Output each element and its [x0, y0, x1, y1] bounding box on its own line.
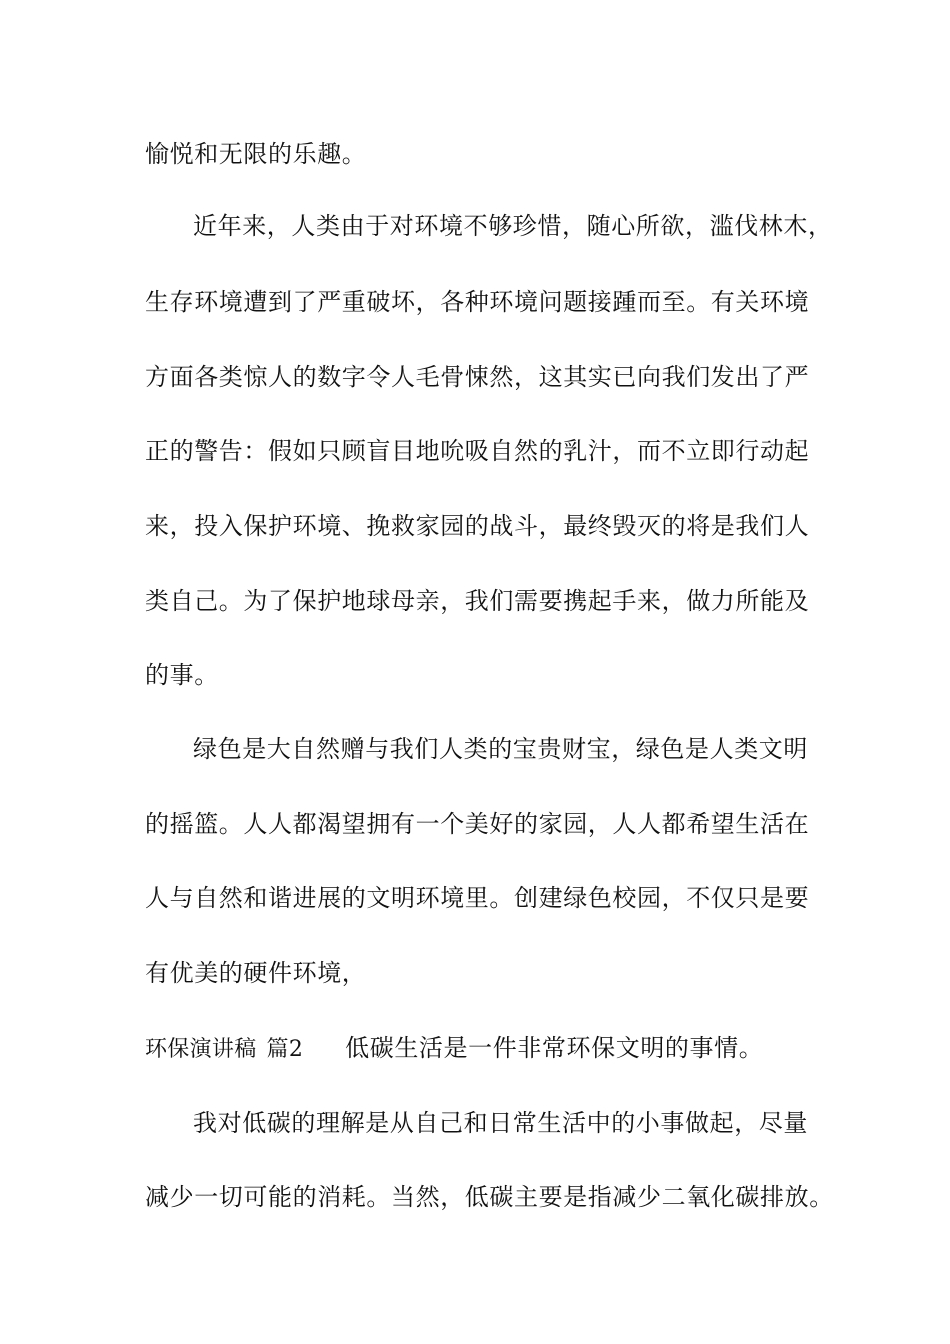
text-line: 愉悦和无限的乐趣。 — [145, 140, 367, 168]
text-line: 方面各类惊人的数字令人毛骨悚然，这其实已向我们发出了严 — [145, 363, 810, 391]
section-lead-text: 低碳生活是一件非常环保文明的事情。 — [345, 1034, 764, 1062]
text-line: 来，投入保护环境、挽救家园的战斗，最终毁灭的将是我们人 — [145, 512, 810, 540]
text-line: 减少一切可能的消耗。当然，低碳主要是指减少二氧化碳排放。 — [145, 1183, 834, 1211]
text-line: 绿色是大自然赠与我们人类的宝贵财宝，绿色是人类文明 — [193, 735, 808, 763]
section-part: 篇2 — [266, 1037, 304, 1062]
section-heading — [145, 1033, 845, 1065]
text-line: 正的警告：假如只顾盲目地吮吸自然的乳汁，而不立即行动起 — [145, 437, 810, 465]
text-line: 类自己。为了保护地球母亲，我们需要携起手来，做力所能及 — [145, 587, 810, 615]
text-line: 生存环境遭到了严重破坏，各种环境问题接踵而至。有关环境 — [145, 288, 810, 316]
text-line: 的摇篮。人人都渴望拥有一个美好的家园，人人都希望生活在 — [145, 810, 810, 838]
text-line: 有优美的硬件环境， — [145, 959, 367, 987]
text-line: 近年来，人类由于对环境不够珍惜，随心所欲，滥伐林木， — [193, 212, 833, 240]
section-title: 环保演讲稿 — [145, 1037, 257, 1062]
text-line: 我对低碳的理解是从自己和日常生活中的小事做起，尽量 — [193, 1109, 808, 1137]
text-line: 人与自然和谐进展的文明环境里。创建绿色校园，不仅只是要 — [145, 884, 810, 912]
text-line: 的事。 — [145, 661, 219, 689]
